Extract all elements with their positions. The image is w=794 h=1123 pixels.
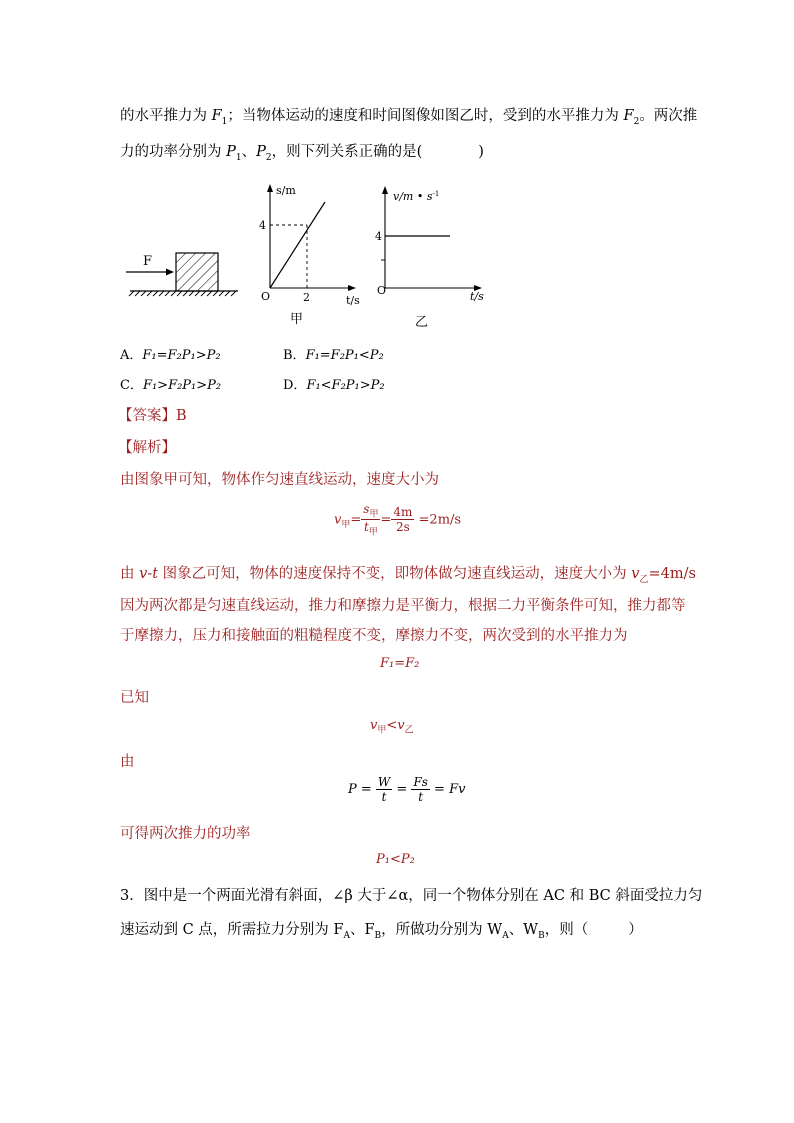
equation-v-compare: $v_甲<v_乙$ — [370, 718, 414, 736]
figures — [110, 180, 510, 330]
analysis-p6: 由 — [120, 754, 135, 770]
problem3-line1: 3．图中是一个两面光滑有斜面，∠β 大于∠α，同一个物体分别在 AC 和 BC 斜面受拉力匀 — [120, 888, 703, 904]
y-tick-label: 4 — [375, 230, 382, 243]
arrow-head-icon — [166, 269, 174, 276]
equation-p-compare: P₁<P₂ — [376, 852, 415, 867]
ground-hatch — [129, 291, 236, 296]
x-axis-label: t/s — [470, 290, 484, 303]
caption-jia: 甲 — [290, 312, 304, 327]
problem2-line2: 力的功率分别为 $P_1$、$P_2$，则下列关系正确的是( ) — [120, 144, 484, 163]
y-arrow-icon — [267, 184, 273, 192]
option-a: A．F₁=F₂P₁>P₂ — [120, 348, 221, 363]
analysis-p1: 由图象甲可知，物体作匀速直线运动，速度大小为 — [120, 472, 439, 488]
block — [176, 253, 218, 291]
x-axis-label: t/s — [346, 294, 360, 307]
caption-yi: 乙 — [415, 315, 429, 330]
option-d: D．F₁<F₂P₁>P₂ — [283, 378, 385, 393]
equation-power: P = $\frac{W}{t}$ = $\frac{Fs}{t}$ = Fv — [348, 775, 466, 804]
analysis-p3: 因为两次都是匀速直线运动，推力和摩擦力是平衡力，根据二力平衡条件可知，推力都等 — [120, 598, 686, 614]
analysis-label: 【解析】 — [118, 440, 176, 456]
graph-jia — [259, 184, 360, 327]
option-c: C．F₁>F₂P₁>P₂ — [120, 378, 222, 393]
x-arrow-icon — [348, 285, 356, 291]
origin-label: O — [261, 290, 271, 303]
graph-yi — [375, 186, 484, 330]
y-axis-label: v/m • $s^{-1}$ — [393, 190, 440, 203]
problem3-line2: 速运动到 C 点，所需拉力分别为 $F_A$、$F_B$，所做功分别为 $W_A$、$W_B$，则（ ） — [120, 922, 643, 941]
analysis-p2: 由 v-t 图象乙可知，物体的速度保持不变，即物体做匀速直线运动，速度大小为 $v_乙=4m/s$ — [120, 566, 696, 585]
answer: 【答案】B — [118, 408, 187, 424]
analysis-p5: 已知 — [120, 690, 149, 706]
analysis-p7: 可得两次推力的功率 — [120, 826, 251, 842]
analysis-p4: 于摩擦力，压力和接触面的粗糙程度不变，摩擦力不变，两次受到的水平推力为 — [120, 628, 628, 644]
force-label: F — [143, 254, 153, 269]
push-block-figure — [126, 253, 238, 296]
y-axis-label: s/m — [276, 184, 296, 197]
s-t-line — [270, 202, 325, 288]
y-arrow-icon — [382, 186, 388, 194]
x-tick-label: 2 — [303, 291, 310, 304]
origin-label: O — [377, 284, 387, 297]
y-tick-label: 4 — [259, 219, 266, 232]
option-b: B．F₁=F₂P₁<P₂ — [283, 348, 384, 363]
equation-v-jia: $v_甲=$ $\frac{s_甲}{t_甲}$ = $\frac{4m}{2s}$ =2m/s — [334, 502, 462, 538]
problem2-line1: 的水平推力为 $F_1$；当物体运动的速度和时间图像如图乙时，受到的水平推力为 $F_2$。两次推 — [120, 108, 698, 127]
equation-f1-f2: F₁=F₂ — [380, 656, 420, 671]
